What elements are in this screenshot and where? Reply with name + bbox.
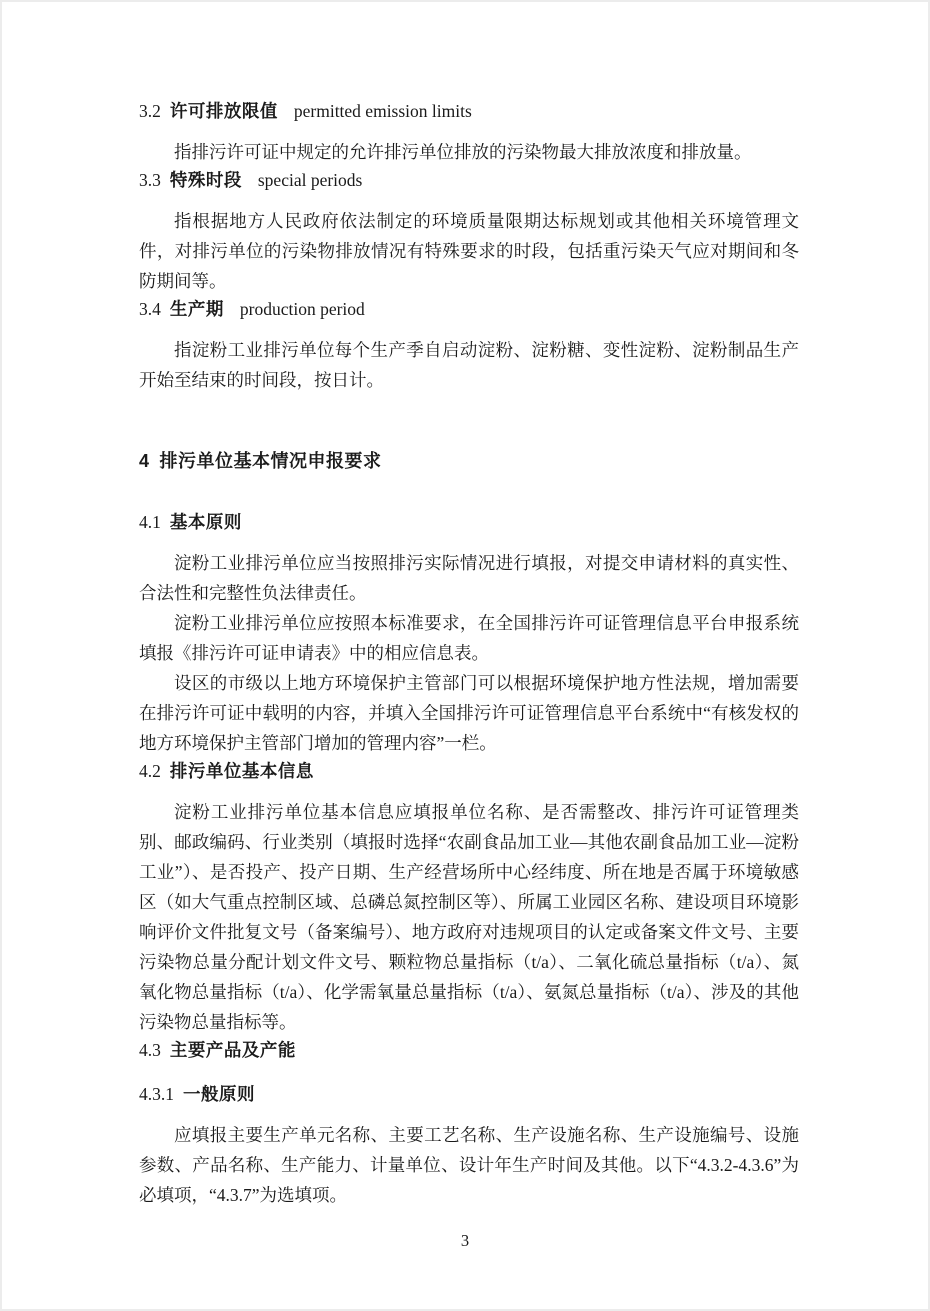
section-number: 3.4 (139, 299, 161, 319)
section-title-zh: 特殊时段 (169, 170, 242, 190)
section-heading-3-2 (139, 98, 799, 124)
paragraph: 淀粉工业排污单位应按照本标准要求，在全国排污许可证管理信息平台申报系统填报《排污许可证申请表》中的相应信息表。 (139, 613, 799, 663)
section-4-3-1 (139, 1081, 799, 1210)
paragraph: 淀粉工业排污单位应当按照排污实际情况进行填报，对提交申请材料的真实性、合法性和完整性负法律责任。 (139, 553, 799, 603)
section-heading-4-2 (139, 758, 799, 784)
section-title-zh: 生产期 (169, 299, 224, 319)
section-heading-4-3 (139, 1037, 799, 1063)
page-number: 3 (460, 1231, 470, 1250)
section-3-3 (139, 167, 799, 296)
section-4-1 (139, 509, 799, 758)
paragraph: 指淀粉工业排污单位每个生产季自启动淀粉、淀粉糖、变性淀粉、淀粉制品生产开始至结束的时间段，按日计。 (139, 340, 799, 390)
chapter-number: 4 (139, 451, 150, 471)
section-4 (139, 447, 799, 475)
section-title-zh: 主要产品及产能 (169, 1040, 296, 1060)
section-3-2 (139, 98, 799, 167)
section-number: 4.1 (139, 512, 161, 532)
paragraph: 淀粉工业排污单位基本信息应填报单位名称、是否需整改、排污许可证管理类别、邮政编码、行业类别（填报时选择“农副食品加工业—其他农副食品加工业—淀粉工业”）、是否投产、投产日期、生产经营场所中心经纬度、所在地是否属于环境敏感区（如大气重点控制区域、总磷总氮控制区等）、所属工业园区名称、建设项目环境影响评价文件批复文号（备案编号）、地方政府对违规项目的认定或备案文件文号、主要污染物总量分配计划文件文号、颗粒物总量指标（t/a）、二氧化硫总量指标（t/a）、氮氧化物总量指标（t/a）、化学需氧量总量指标（t/a）、氨氮总量指标（t/a）、涉及的其他污染物总量指标等。 (139, 802, 799, 1032)
document-content (139, 98, 799, 1210)
section-heading-4-3-1 (139, 1081, 799, 1107)
section-heading-3-4 (139, 296, 799, 322)
chapter-title-zh: 排污单位基本情况申报要求 (159, 451, 382, 471)
section-heading-4-1 (139, 509, 799, 535)
section-number: 3.3 (139, 170, 161, 190)
section-4-2 (139, 758, 799, 1037)
paragraph: 设区的市级以上地方环境保护主管部门可以根据环境保护地方性法规，增加需要在排污许可证中载明的内容，并填入全国排污许可证管理信息平台系统中“有核发权的地方环境保护主管部门增加的管理内容”一栏。 (139, 673, 799, 753)
section-title-zh: 一般原则 (183, 1084, 255, 1104)
section-number: 4.3.1 (139, 1084, 174, 1104)
section-number: 3.2 (139, 101, 161, 121)
section-title-zh: 基本原则 (169, 512, 242, 532)
section-3-4 (139, 296, 799, 395)
paragraph: 应填报主要生产单元名称、主要工艺名称、生产设施名称、生产设施编号、设施参数、产品名称、生产能力、计量单位、设计年生产时间及其他。以下“4.3.2-4.3.6”为必填项，“4.3.7”为选填项。 (139, 1125, 799, 1205)
section-number: 4.3 (139, 1040, 161, 1060)
section-4-3 (139, 1037, 799, 1063)
section-title-en: special periods (257, 170, 363, 190)
document-page (2, 2, 928, 1309)
paragraph: 指排污许可证中规定的允许排污单位排放的污染物最大排放浓度和排放量。 (174, 142, 752, 162)
page-footer (2, 1231, 928, 1251)
paragraph: 指根据地方人民政府依法制定的环境质量限期达标规划或其他相关环境管理文件，对排污单位的污染物排放情况有特殊要求的时段，包括重污染天气应对期间和冬防期间等。 (139, 211, 799, 291)
section-heading-3-3 (139, 167, 799, 193)
section-title-zh: 许可排放限值 (169, 101, 278, 121)
section-title-en: permitted emission limits (293, 101, 472, 121)
chapter-heading-4 (139, 447, 799, 475)
section-title-en: production period (239, 299, 365, 319)
section-number: 4.2 (139, 761, 161, 781)
section-title-zh: 排污单位基本信息 (169, 761, 314, 781)
